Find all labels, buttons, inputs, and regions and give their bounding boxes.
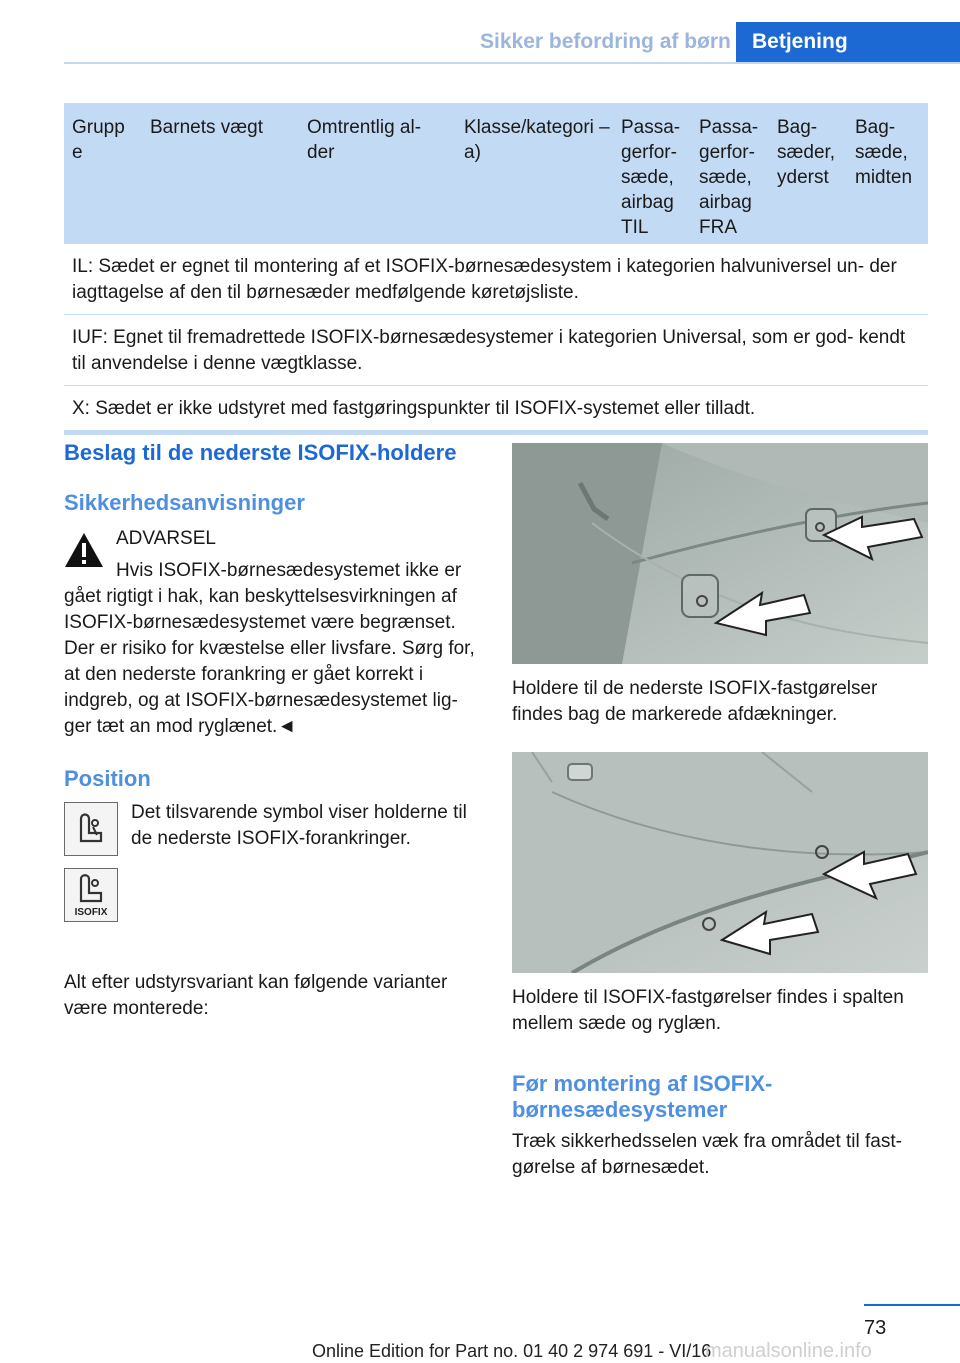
isofix-label: ISOFIX <box>74 907 108 918</box>
watermark: manualsonline.info <box>705 1340 872 1362</box>
isofix-child-seat-icon <box>64 868 118 922</box>
section-heading: Beslag til de nederste ISOFIX-holdere <box>64 440 457 465</box>
col-rear-outer: Bag- sæder, yderst <box>777 117 836 188</box>
col-passenger-airbag-off: Passa- gerfor- sæde, airbag FRA <box>699 117 759 238</box>
caption-gap: Holdere til ISOFIX-fastgørelser findes i spalten mellem sæde og ryglæn. <box>512 987 904 1034</box>
col-class: Klasse/kategori – a) <box>464 117 610 163</box>
before-mounting-text: Træk sikkerhedsselen væk fra området til fast- gørelse af børnesædet. <box>512 1131 902 1178</box>
warning-title: ADVARSEL <box>116 528 216 549</box>
table-note-iuf: IUF: Egnet til fremadrettede ISOFIX-børnesædesystemer i kategorien Universal, som er god- kendt til anvendelse i denne vægtklasse. <box>64 315 928 386</box>
page-number: 73 <box>864 1317 887 1339</box>
table-header-row <box>64 103 928 244</box>
right-column <box>512 443 928 1181</box>
warning-text: Hvis ISOFIX-børnesædesystemet ikke er gået rigtigt i hak, kan beskyttelsesvirkningen af ISOFIX-børnesædesystemet være begrænset. Der er risiko for kvæstelse eller livsfare. Sørg for, at den nederste forankring er gået korrekt i indgreb, og at ISOFIX-børnesædesystemet lig- ger tæt an mod ryglænet.◄ <box>64 560 475 737</box>
variants-text: Alt efter udstyrsvariant kan følgende varianter være monterede: <box>64 972 448 1019</box>
header-divider <box>64 62 960 64</box>
header-chapter-tab: Betjening <box>736 22 960 62</box>
col-group: Grupp e <box>72 117 125 163</box>
header-section-title: Sikker befordring af børn <box>480 30 731 53</box>
child-seat-icon <box>64 802 118 856</box>
subheading-position: Position <box>64 766 151 791</box>
warning-block <box>64 526 480 740</box>
table-note-x: X: Sædet er ikke udstyret med fastgøringspunkter til ISOFIX-systemet eller tilladt. <box>72 398 756 419</box>
left-column <box>64 440 480 1022</box>
col-rear-middle: Bag- sæde, midten <box>855 117 913 188</box>
subheading-safety: Sikkerhedsanvisninger <box>64 490 305 515</box>
page-header <box>0 0 960 62</box>
symbol-block <box>64 800 480 970</box>
subheading-before-mounting: Før montering af ISOFIX- børnesædesystemer <box>512 1071 773 1122</box>
edition-line: Online Edition for Part no. 01 40 2 974 691 - VI/16 <box>312 1341 712 1361</box>
photo-isofix-covers <box>512 443 928 664</box>
table-note-il: IL: Sædet er egnet til montering af et ISOFIX-børnesædesystem i kategorien halvuniversel un- der iagttagelse af den til børnesæder medfølgende køretøjsliste. <box>64 244 928 315</box>
warning-icon <box>64 532 104 568</box>
position-text: Det tilsvarende symbol viser holderne til de nederste ISOFIX-forankringer. <box>131 802 467 849</box>
photo-isofix-gap <box>512 752 928 973</box>
col-weight: Barnets vægt <box>150 117 263 138</box>
isofix-table <box>64 103 928 435</box>
footer-rule <box>864 1304 960 1306</box>
table-bottom-rule <box>64 430 928 435</box>
col-passenger-airbag-on: Passa- gerfor- sæde, airbag TIL <box>621 117 681 238</box>
col-age: Omtrentlig al- der <box>307 117 422 163</box>
caption-covers: Holdere til de nederste ISOFIX-fastgørelser findes bag de markerede afdækninger. <box>512 678 878 725</box>
